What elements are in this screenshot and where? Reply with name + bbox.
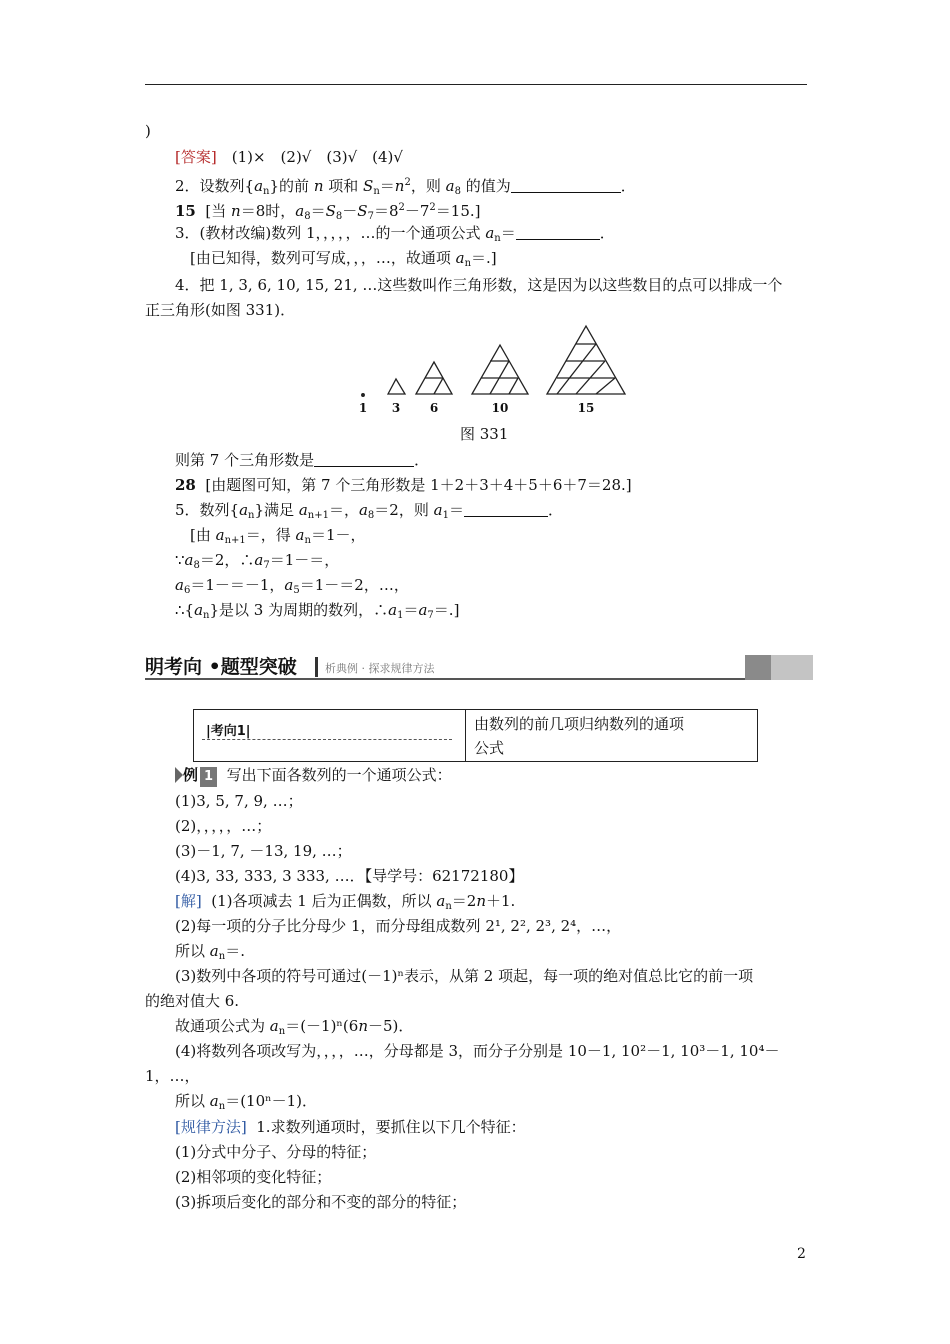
dashed-divider xyxy=(202,739,452,740)
section-subtitle: 析典例 · 探求规律方法 xyxy=(325,662,435,675)
example-part-2: (2)，，，，，…； xyxy=(175,817,272,835)
answer-blank xyxy=(464,502,548,517)
solution-3-line2: 的绝对值大 6. xyxy=(145,992,240,1010)
section-header xyxy=(145,655,813,681)
section-decoration xyxy=(771,655,813,680)
dot-1 xyxy=(362,394,365,397)
rule-label: [规律方法] xyxy=(175,1118,247,1136)
question-4-line2: 正三角形(如图 331)． xyxy=(145,301,296,319)
section-bar xyxy=(145,678,745,680)
solution-2: (2)每一项的分子比分母少 1，而分母组成数列 2¹, 2², 2³, 2⁴，…， xyxy=(175,917,622,935)
question-5-solution-3: $a_6=1-=-1$，$a_5=1-=2$，…， xyxy=(175,576,409,596)
question-5: 5．数列$\{a_n\}$满足 $a_{n+1}=$，$a_8=2$，则 $a_1=$ ． xyxy=(175,501,563,521)
text-line: ) xyxy=(145,122,151,140)
solution-4-line3: 所以 $a_n=(10^n-1)$． xyxy=(175,1092,318,1112)
rule-item: (2)相邻项的变化特征； xyxy=(175,1168,332,1186)
section-decoration xyxy=(745,655,771,680)
solution-1: [解] (1)各项减去 1 后为正偶数，所以 $a_n=2n+1$. xyxy=(175,892,516,912)
triangle-15 xyxy=(547,326,625,394)
fig-label: 10 xyxy=(491,401,509,415)
rule-method: [规律方法] 1.求数列通项时，要抓住以下几个特征： xyxy=(175,1118,526,1136)
example-part-1: (1)3, 5, 7, 9, …； xyxy=(175,792,303,810)
question-4-line1: 4．把 1, 3, 6, 10, 15, 21, …这些数叫作三角形数，这是因为以这些数目的点可以排成一个 xyxy=(175,276,783,294)
question-3-solution: [由已知得，数列可写成，，，…，故通项 $a_n=$.] xyxy=(190,249,497,269)
arrow-icon xyxy=(175,767,183,783)
rule-item: (1)分式中分子、分母的特征； xyxy=(175,1143,377,1161)
fig-label: 1 xyxy=(358,401,368,415)
figure-caption: 图 331 xyxy=(460,425,509,443)
solution-4-line2: 1，…， xyxy=(145,1067,200,1085)
question-5-solution-2: $\because a_8=2$，$\therefore a_7=1-=$， xyxy=(175,551,340,571)
triangle-10 xyxy=(472,345,528,394)
example-tag: 例 1 xyxy=(175,765,217,787)
kaoxiang-label: |考向1| xyxy=(206,724,251,739)
solution-label: [解] xyxy=(175,892,202,910)
section-separator xyxy=(315,657,318,677)
solution-2b: 所以 $a_n=$. xyxy=(175,942,245,962)
example-part-4: (4)3, 33, 333, 3 333, …．【导学号：62172180】 xyxy=(175,867,524,885)
fig-label: 3 xyxy=(391,401,401,415)
kaoxiang-box xyxy=(193,709,758,762)
triangular-numbers-figure xyxy=(350,318,640,418)
answer-label: [答案] xyxy=(175,148,217,166)
kaoxiang-text: 由数列的前几项归纳数列的通项 公式 xyxy=(474,715,685,757)
answer-body: (1)× (2)√ (3)√ (4)√ xyxy=(231,148,403,166)
answer-blank xyxy=(516,225,600,240)
solution-4-line1: (4)将数列各项改写为，，，，…，分母都是 3，而分子分别是 10－1, 10²－1, 10³－1, 10⁴－ xyxy=(175,1042,780,1060)
section-title: 明考向 •题型突破 xyxy=(145,656,297,678)
kaoxiang-label-cell xyxy=(194,710,466,761)
fig-label: 6 xyxy=(429,401,439,415)
header-rule xyxy=(145,84,807,85)
question-3: 3．(教材改编)数列 1，，，，，…的一个通项公式 $a_n=$ ． xyxy=(175,224,615,244)
answer-blank xyxy=(511,178,621,193)
example-1-prompt: 例 1 写出下面各数列的一个通项公式： xyxy=(175,765,452,787)
example-part-3: (3)－1, 7, －13, 19, …； xyxy=(175,842,352,860)
solution-3-line1: (3)数列中各项的符号可通过(－1)ⁿ表示，从第 2 项起，每一项的绝对值总比它的前一项 xyxy=(175,967,754,985)
question-4-prompt: 则第 7 个三角形数是 ． xyxy=(175,451,430,469)
triangle-3 xyxy=(388,379,405,394)
answer-line xyxy=(175,147,403,167)
question-5-solution-1: [由 $a_{n+1}=$，得 $a_n=1-$， xyxy=(190,526,366,546)
question-4-solution: 28 [由题图可知，第 7 个三角形数是 1＋2＋3＋4＋5＋6＋7＝28.] xyxy=(175,476,632,494)
question-2: 2．设数列$\{a_n\}$的前 n 项和 $S_n=n^2$，则 $a_8$ 的值为 ． xyxy=(175,177,636,197)
solution-3-line3: 故通项公式为 $a_n=(-1)^n(6n-5)$． xyxy=(175,1017,414,1037)
rule-item: (3)拆项后变化的部分和不变的部分的特征； xyxy=(175,1193,467,1211)
page-number: 2 xyxy=(797,1246,806,1262)
fig-label: 15 xyxy=(577,401,595,415)
answer-blank xyxy=(314,452,414,467)
question-2-solution: 15 [当 n＝8时，$a_8=S_8-S_7=8^2-7^2=15$.] xyxy=(175,202,481,222)
question-5-solution-4: $\therefore\{a_n\}$是以 3 为周期的数列，$\therefore a_1=a_7=$.] xyxy=(175,601,460,621)
